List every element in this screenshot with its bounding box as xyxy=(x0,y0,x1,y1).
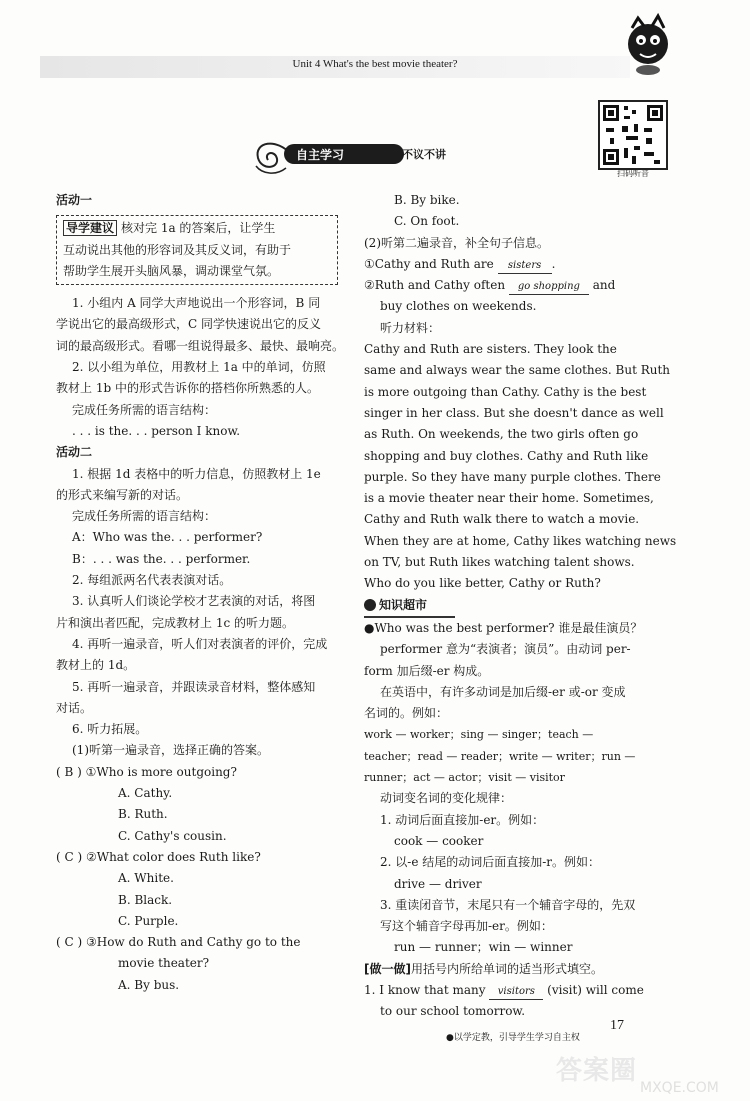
footer-slogan: ●以学定教，引导学生学习自主权 xyxy=(446,1033,580,1043)
text-line: 1. 小组内 A 同学大声地说出一个形容词，B 同 xyxy=(72,296,321,311)
text-line: 片和演出者匹配，完成教材上 1c 的听力题。 xyxy=(56,615,294,630)
guide-box xyxy=(56,215,338,285)
example: run — runner；win — winner xyxy=(394,940,573,955)
fill-1-answer: sisters xyxy=(498,259,552,274)
option: B. Black. xyxy=(118,892,173,907)
fill-2-prefix: ②Ruth and Cathy often xyxy=(364,278,506,293)
text-line: 写这个辅音字母再加-er。例如： xyxy=(380,919,553,934)
page-header: Unit 4 What's the best movie theater? xyxy=(292,58,458,70)
question-3: ( C ) ③How do Ruth and Cathy go to the xyxy=(56,935,301,950)
material-line: same and always wear the same clothes. But Ruth xyxy=(364,363,671,378)
question-1: ( B ) ①Who is more outgoing? xyxy=(56,764,237,779)
text-line: 2. 每组派两名代表表演对话。 xyxy=(72,573,232,588)
text-line: 完成任务所需的语言结构： xyxy=(72,402,217,417)
option: A. By bus. xyxy=(118,977,180,992)
text-line: ●Who was the best performer? 谁是最佳演员？ xyxy=(364,620,643,635)
option: B. By bike. xyxy=(394,193,460,207)
section-subtitle: 不议不讲 xyxy=(402,148,446,161)
option: C. Cathy's cousin. xyxy=(118,828,227,843)
text-line: 教材上 1b 中的形式告诉你的搭档你所熟悉的人。 xyxy=(56,381,319,396)
text-line: to our school tomorrow. xyxy=(380,1004,526,1019)
text-line: movie theater? xyxy=(118,956,210,971)
cartoon-mascot-icon xyxy=(618,10,678,80)
text-line: teacher；read — reader；write — writer；run — xyxy=(364,749,636,763)
section-title: 自主学习 xyxy=(296,148,345,162)
text-line: 3. 认真听人们谈论学校才艺表演的对话，将图 xyxy=(72,594,316,609)
text-line: form 加后缀-er 构成。 xyxy=(364,663,490,678)
text-line: 完成任务所需的语言结构： xyxy=(72,509,217,524)
page-number: 17 xyxy=(610,1018,624,1033)
text-line: 4. 再听一遍录音，听人们对表演者的评价，完成 xyxy=(72,636,328,651)
material-heading: 听力材料： xyxy=(380,320,441,335)
material-line: singer in her class. But she doesn't dance as well xyxy=(364,405,664,420)
text-line: runner；act — actor；visit — visitor xyxy=(364,771,565,785)
guide-text: 帮助学生展开头脑风暴，调动课堂气氛。 xyxy=(63,263,280,278)
activity-1-heading: 活动一 xyxy=(56,193,93,207)
fill-2-answer: go shopping xyxy=(509,280,589,295)
fill-2-suffix: and xyxy=(592,278,616,293)
left-column xyxy=(56,190,345,996)
material-line: Cathy and Ruth walk there to watch a movie. xyxy=(364,512,640,527)
watermark: 答案圈 xyxy=(556,1056,638,1086)
practice-1-answer: visitors xyxy=(489,985,543,1000)
text-line: 2. 以-e 结尾的动词后面直接加-r。例如： xyxy=(380,855,601,870)
text-line: 动词变名词的变化规律： xyxy=(380,791,513,806)
qr-label: 扫码听音 xyxy=(617,169,649,178)
text-line: A：Who was the. . . performer? xyxy=(72,530,263,545)
bullet-icon xyxy=(364,599,376,611)
guide-text: 互动说出其他的形容词及其反义词，有助于 xyxy=(63,242,292,257)
example: drive — driver xyxy=(394,876,482,891)
text-line: 3. 重读闭音节，末尾只有一个辅音字母的，先双 xyxy=(380,897,636,912)
knowledge-title: 知识超市 xyxy=(379,597,428,612)
option: C. On foot. xyxy=(394,214,460,229)
text-line: 6. 听力拓展。 xyxy=(72,722,148,737)
guide-tag: 导学建议 xyxy=(63,220,117,236)
fill-1-prefix: ①Cathy and Ruth are xyxy=(364,256,494,271)
practice-1-suffix: (visit) will come xyxy=(547,982,644,997)
material-line: shopping and buy clothes. Cathy and Ruth like xyxy=(364,448,649,463)
text-line: 的形式来编写新的对话。 xyxy=(56,487,189,502)
text-line: (2)听第二遍录音，补全句子信息。 xyxy=(364,235,549,250)
material-line: Cathy and Ruth are sisters. They look the xyxy=(364,342,617,357)
text-line: 5. 再听一遍录音，并跟读录音材料，整体感知 xyxy=(72,679,316,694)
option: A. White. xyxy=(118,871,174,886)
material-line: is more outgoing than Cathy. Cathy is the best xyxy=(364,384,647,399)
text-line: 1. 根据 1d 表格中的听力信息，仿照教材上 1e xyxy=(72,466,321,481)
text-line: 教材上的 1d。 xyxy=(56,658,136,673)
activity-2-heading: 活动二 xyxy=(56,445,93,460)
text-line: 词的最高级形式。看哪一组说得最多、最快、最响亮。 xyxy=(56,338,345,353)
material-line: Who do you like better, Cathy or Ruth? xyxy=(364,576,601,591)
text-line: buy clothes on weekends. xyxy=(380,299,537,314)
material-line: is a movie theater near their home. Sometimes, xyxy=(364,491,654,506)
watermark-url: MXQE.COM xyxy=(640,1080,719,1096)
material-line: as Ruth. On weekends, the two girls often go xyxy=(364,427,639,442)
text-line: performer 意为“表演者；演员”。由动词 per- xyxy=(380,642,631,657)
text-line: 学说出它的最高级形式，C 同学快速说出它的反义 xyxy=(56,317,321,332)
practice-1-prefix: 1. I know that many xyxy=(364,982,486,997)
text-line: B：. . . was the. . . performer. xyxy=(72,551,251,566)
option: C. Purple. xyxy=(118,913,179,928)
option: B. Ruth. xyxy=(118,807,168,822)
example: cook — cooker xyxy=(394,833,484,848)
qr-code-icon[interactable] xyxy=(598,100,668,170)
text-line: work — worker；sing — singer；teach — xyxy=(364,728,594,742)
knowledge-heading xyxy=(364,595,455,618)
right-column xyxy=(364,190,677,1023)
fill-1-suffix: . xyxy=(551,256,556,271)
text-line: (1)听第一遍录音，选择正确的答案。 xyxy=(72,743,269,758)
material-line: purple. So they have many purple clothes. There xyxy=(364,469,661,484)
option: A. Cathy. xyxy=(118,786,173,801)
material-line: When they are at home, Cathy likes watching news xyxy=(364,533,677,548)
text-line: 对话。 xyxy=(56,700,93,715)
section-banner xyxy=(246,132,486,178)
text-line: 2. 以小组为单位，用教材上 1a 中的单词，仿照 xyxy=(72,360,326,375)
material-line: on TV, but Ruth likes watching talent shows. xyxy=(364,555,635,570)
practice-tag: [做一做] xyxy=(364,961,411,976)
question-2: ( C ) ②What color does Ruth like? xyxy=(56,849,261,864)
text-line: 名词的。例如： xyxy=(364,706,449,721)
text-line: . . . is the. . . person I know. xyxy=(72,423,241,438)
guide-text: 核对完 1a 的答案后，让学生 xyxy=(121,221,276,236)
practice-instruction: 用括号内所给单词的适当形式填空。 xyxy=(410,961,603,976)
text-line: 在英语中，有许多动词是加后缀-er 或-or 变成 xyxy=(380,684,626,699)
text-line: 1. 动词后面直接加-er。例如： xyxy=(380,812,545,827)
